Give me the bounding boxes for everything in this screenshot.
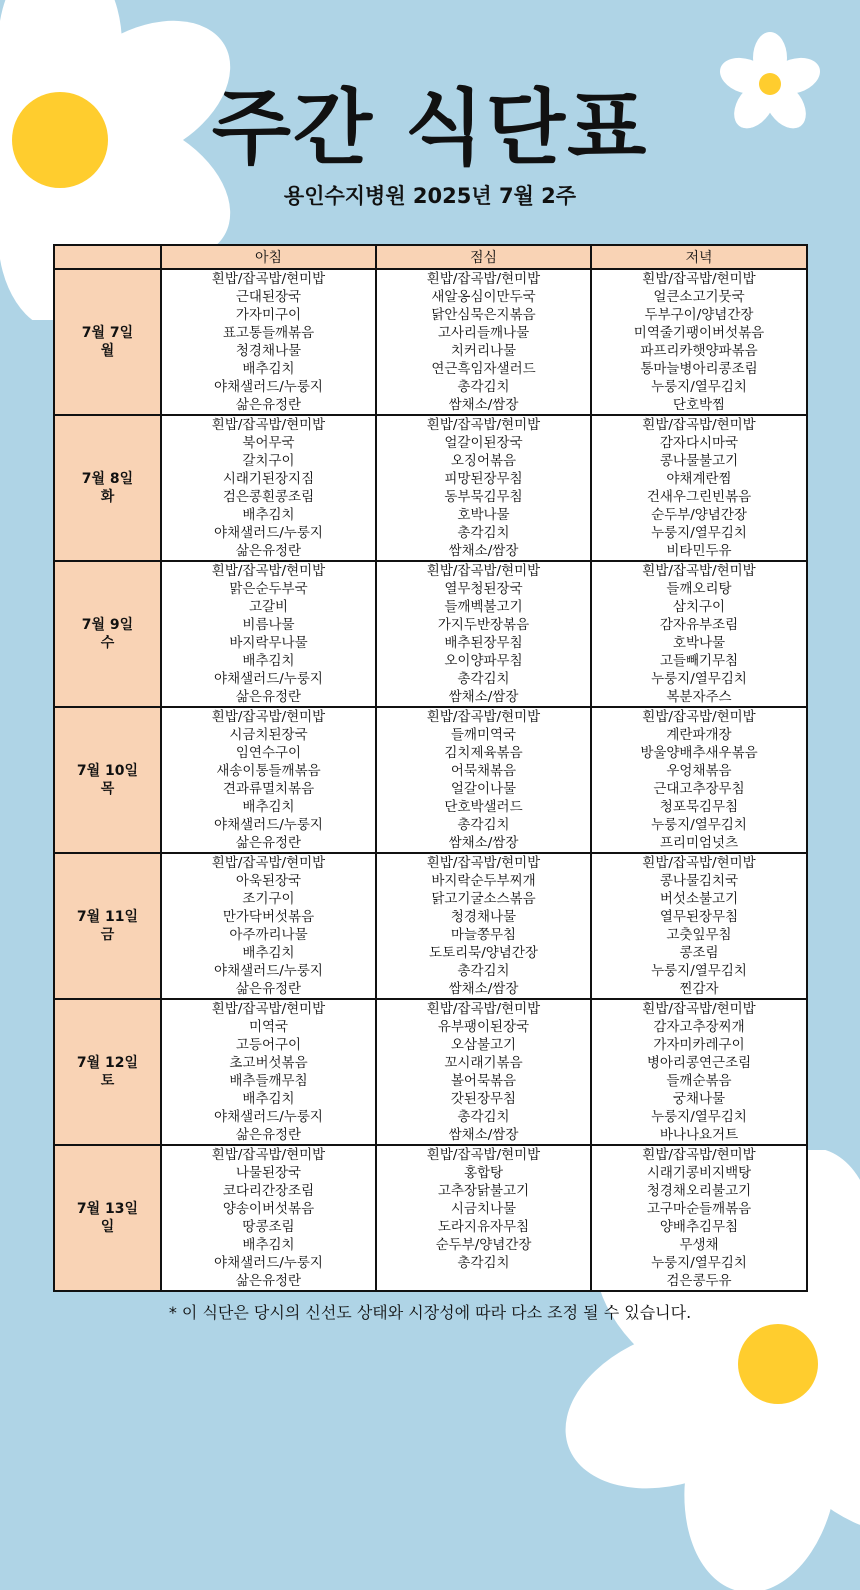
menu-body [54,269,807,1291]
dish-item: 동부묵김무침 [444,489,523,505]
dish-item: 누룽지/열무김치 [651,817,747,833]
dish-item: 삶은유정란 [235,981,302,997]
dish-item: 배추들깨무침 [229,1073,308,1089]
dish-item: 배추김치 [242,361,295,377]
day-cell [54,269,161,415]
dish-item [377,1272,590,1290]
dinner-cell [591,415,807,561]
dish-item: 시래기콩비지백탕 [646,1165,752,1181]
dish-item: 쌈채소/쌈장 [448,981,519,997]
dish-item: 나물된장국 [235,1165,302,1181]
table-row [54,561,807,707]
dish-item: 볼어묵볶음 [450,1073,517,1089]
dish-item: 바지락무나물 [229,635,308,651]
dish-item: 닭고기굴소스볶음 [431,891,536,907]
header-dinner: 저녁 [591,245,807,269]
dish-item: 통마늘병아리콩조림 [640,361,758,377]
dish-item: 오징어볶음 [450,453,517,469]
dish-item: 복분자주스 [666,689,732,705]
day-weekday: 목 [100,781,115,797]
dish-item: 쌈채소/쌈장 [448,543,519,559]
dish-item: 고춧잎무침 [666,927,732,943]
dish-item: 야채샐러드/누룽지 [214,817,323,833]
dinner-cell [591,853,807,999]
dish-item: 총각김치 [457,1109,510,1125]
dish-item: 시금치된장국 [229,727,308,743]
dish-item: 감자고추장찌개 [653,1019,745,1035]
dish-item: 콩나물불고기 [659,453,739,469]
dish-item: 순두부/양념간장 [651,507,747,523]
dish-item: 무생채 [679,1237,719,1253]
dish-item: 양송이버섯볶음 [222,1201,315,1217]
dish-item: 들깨순볶음 [666,1073,732,1089]
dish-item: 배추김치 [242,1237,295,1253]
dish-item: 배추김치 [242,507,295,523]
dish-item: 누룽지/열무김치 [651,1109,747,1125]
dish-item: 바나나요거트 [659,1127,739,1143]
dinner-cell [591,707,807,853]
dish-item: 야채샐러드/누룽지 [214,1255,323,1271]
page-title: 주간 식단표 [211,81,649,176]
dish-item: 검은콩흰콩조림 [222,489,315,505]
dinner-cell [591,561,807,707]
dish-item: 표고통들깨볶음 [222,325,315,341]
dish-item: 삼치구이 [672,599,726,615]
dish-item: 흰밥/잡곡밥/현미밥 [211,855,326,871]
dish-item: 감자유부조림 [659,617,739,633]
dish-item: 배추김치 [242,799,295,815]
lunch-cell [376,1145,591,1291]
breakfast-cell [161,853,376,999]
dish-item: 흰밥/잡곡밥/현미밥 [426,1147,541,1163]
dish-item: 흰밥/잡곡밥/현미밥 [426,1001,541,1017]
dish-item: 시래기된장지짐 [222,471,315,487]
dish-item: 누룽지/열무김치 [651,963,747,979]
dish-item: 프리미엄넛츠 [659,835,739,851]
dish-item: 삶은유정란 [235,397,302,413]
dish-item: 도라지유자무침 [437,1219,530,1235]
dish-item: 열무청된장국 [444,581,523,597]
breakfast-cell [161,999,376,1145]
lunch-cell [376,415,591,561]
dish-item: 도토리묵/양념간장 [429,945,538,961]
day-date: 7월 9일 [81,617,134,633]
day-date: 7월 13일 [76,1201,139,1217]
day-cell [54,1145,161,1291]
dish-item: 흰밥/잡곡밥/현미밥 [426,855,541,871]
dish-item: 누룽지/열무김치 [651,379,747,395]
dish-item: 쌈채소/쌈장 [448,689,519,705]
header-breakfast: 아침 [161,245,376,269]
dish-item: 순두부/양념간장 [435,1237,532,1253]
dish-item: 흰밥/잡곡밥/현미밥 [426,271,541,287]
lunch-cell [376,707,591,853]
dish-item: 건새우그린빈볶음 [646,489,752,505]
dish-item: 총각김치 [457,963,510,979]
dish-item: 흰밥/잡곡밥/현미밥 [211,563,326,579]
dish-item: 총각김치 [457,379,510,395]
dish-item: 흰밥/잡곡밥/현미밥 [211,1001,326,1017]
header-corner [54,245,161,269]
dish-item: 흰밥/잡곡밥/현미밥 [642,417,756,433]
lunch-cell [376,561,591,707]
dish-item: 마늘쫑무침 [450,927,517,943]
dish-item: 들깨미역국 [450,727,517,743]
dish-item: 콩나물김치국 [659,873,739,889]
dish-item: 검은콩두유 [666,1273,732,1289]
dish-item: 초고버섯볶음 [229,1055,308,1071]
dish-item: 쌈채소/쌈장 [448,1127,519,1143]
dish-item: 흰밥/잡곡밥/현미밥 [211,1147,326,1163]
weekly-menu-table [53,244,808,1292]
day-cell [54,707,161,853]
day-weekday: 일 [100,1219,115,1235]
dish-item: 흰밥/잡곡밥/현미밥 [642,709,756,725]
dish-item: 조기구이 [242,891,295,907]
dish-item: 병아리콩연근조림 [646,1055,752,1071]
dish-item: 흰밥/잡곡밥/현미밥 [642,1147,756,1163]
dish-item: 고구마순들깨볶음 [646,1201,752,1217]
dish-item: 감자다시마국 [659,435,739,451]
dish-item: 궁채나물 [672,1091,726,1107]
breakfast-cell [161,415,376,561]
dish-item: 호박나물 [457,507,510,523]
dish-item: 양배추김무침 [659,1219,739,1235]
breakfast-cell [161,561,376,707]
dish-item: 근대된장국 [235,289,302,305]
dish-item: 미역국 [248,1019,289,1035]
dish-item: 고등어구이 [235,1037,302,1053]
dish-item: 연근흑임자샐러드 [431,361,536,377]
day-weekday: 금 [100,927,115,943]
dish-item: 쌈채소/쌈장 [448,835,519,851]
dish-item: 얼갈이나물 [450,781,517,797]
dish-item: 삶은유정란 [235,543,302,559]
lunch-cell [376,853,591,999]
dish-item: 단호박샐러드 [444,799,523,815]
dish-item: 미역줄기팽이버섯볶음 [633,325,765,341]
dish-item: 고추장닭불고기 [437,1183,530,1199]
dish-item: 견과류멸치볶음 [222,781,315,797]
dish-item: 계란파개장 [666,727,732,743]
lunch-cell [376,269,591,415]
table-row [54,415,807,561]
day-weekday: 토 [100,1073,115,1089]
dish-item: 홍합탕 [463,1165,504,1181]
dish-item: 흰밥/잡곡밥/현미밥 [642,271,756,287]
dish-item: 누룽지/열무김치 [651,671,747,687]
dish-item: 새알옹심이만두국 [431,289,536,305]
table-row [54,269,807,415]
dish-item: 오이양파무침 [444,653,523,669]
dish-item: 배추김치 [242,945,295,961]
dish-item: 맑은순두부국 [229,581,308,597]
header-lunch: 점심 [376,245,591,269]
dish-item: 누룽지/열무김치 [651,525,747,541]
dish-item: 쌈채소/쌈장 [448,397,519,413]
dish-item: 들깨벡불고기 [444,599,523,615]
dish-item: 총각김치 [457,817,510,833]
dish-item: 배추김치 [242,1091,295,1107]
day-cell [54,415,161,561]
dish-item: 청경채나물 [235,343,302,359]
dish-item: 만가닥버섯볶음 [222,909,315,925]
dish-item: 새송이통들깨볶음 [216,763,321,779]
dish-item: 고갈비 [248,599,289,615]
day-weekday: 월 [100,343,115,359]
page-subtitle: 용인수지병원 2025년 7월 2주 [283,184,577,208]
dish-item: 근대고추장무침 [653,781,745,797]
dish-item: 총각김치 [457,671,510,687]
dish-item: 바지락순두부찌개 [431,873,536,889]
dish-item: 김치제육볶음 [444,745,523,761]
lunch-cell [376,999,591,1145]
day-date: 7월 7일 [81,325,134,341]
dish-item: 흰밥/잡곡밥/현미밥 [211,271,326,287]
dish-item: 고들빼기무침 [659,653,739,669]
dish-item: 어묵채볶음 [450,763,517,779]
day-weekday: 화 [100,489,115,505]
dish-item: 들깨오리탕 [666,581,732,597]
dish-item: 배추김치 [242,653,295,669]
dish-item: 흰밥/잡곡밥/현미밥 [211,709,326,725]
dish-item: 삶은유정란 [235,689,302,705]
footnote: * 이 식단은 당시의 신선도 상태와 시장성에 따라 다소 조정 될 수 있습니다. [168,1303,692,1322]
dish-item: 삶은유정란 [235,1273,302,1289]
dish-item: 코다리간장조림 [222,1183,315,1199]
dish-item: 방울양배추새우볶음 [640,745,758,761]
table-row [54,999,807,1145]
dish-item: 흰밥/잡곡밥/현미밥 [642,563,756,579]
dish-item: 치커리나물 [450,343,517,359]
header-row [54,245,807,269]
day-cell [54,999,161,1145]
breakfast-cell [161,269,376,415]
dish-item: 총각김치 [457,525,510,541]
dish-item: 야채샐러드/누룽지 [214,963,323,979]
dish-item: 찐감자 [679,981,719,997]
day-date: 7월 12일 [76,1055,139,1071]
table-row [54,853,807,999]
dish-item: 흰밥/잡곡밥/현미밥 [426,709,541,725]
dish-item: 가자미카레구이 [653,1037,745,1053]
dish-item: 얼갈이된장국 [444,435,523,451]
dish-item: 야채샐러드/누룽지 [214,379,323,395]
dish-item: 총각김치 [457,1255,510,1271]
dish-item: 삶은유정란 [235,835,302,851]
dish-item: 열무된장무침 [659,909,739,925]
dish-item: 흰밥/잡곡밥/현미밥 [642,1001,756,1017]
dish-item: 고사리들깨나물 [437,325,530,341]
dish-item: 북어무국 [242,435,295,451]
breakfast-cell [161,1145,376,1291]
dish-item: 오삼불고기 [450,1037,517,1053]
dish-item: 배추된장무침 [444,635,523,651]
dish-item: 야채계란찜 [666,471,732,487]
dish-item: 청경채오리불고기 [646,1183,752,1199]
dish-item: 가자미구이 [235,307,302,323]
breakfast-cell [161,707,376,853]
dish-item: 흰밥/잡곡밥/현미밥 [211,417,326,433]
day-date: 7월 11일 [76,909,139,925]
dish-item: 땅콩조림 [242,1219,295,1235]
dish-item: 청포묵김무침 [659,799,739,815]
dish-item: 야채샐러드/누룽지 [214,671,323,687]
dish-item: 유부팽이된장국 [437,1019,530,1035]
day-cell [54,853,161,999]
dish-item: 흰밥/잡곡밥/현미밥 [426,563,541,579]
dish-item: 비름나물 [242,617,295,633]
dish-item: 단호박찜 [672,397,726,413]
dish-item: 피망된장무침 [444,471,523,487]
dish-item: 얼큰소고기뭇국 [653,289,745,305]
dish-item: 파프리카햇양파볶음 [640,343,758,359]
dish-item: 호박나물 [672,635,726,651]
dish-item: 야채샐러드/누룽지 [214,1109,323,1125]
dish-item: 흰밥/잡곡밥/현미밥 [426,417,541,433]
day-date: 7월 8일 [81,471,134,487]
dish-item: 시금치나물 [450,1201,517,1217]
dish-item: 누룽지/열무김치 [651,1255,747,1271]
dinner-cell [591,999,807,1145]
dish-item: 꼬시래기볶음 [444,1055,523,1071]
dish-item: 닭안심묵은지볶음 [431,307,536,323]
dish-item: 아욱된장국 [235,873,302,889]
dish-item: 임연수구이 [235,745,302,761]
table-row [54,707,807,853]
dinner-cell [591,1145,807,1291]
day-date: 7월 10일 [76,763,139,779]
dish-item: 갓된장무침 [450,1091,517,1107]
day-cell [54,561,161,707]
dish-item: 야채샐러드/누룽지 [214,525,323,541]
dish-item: 비타민두유 [666,543,732,559]
dish-item: 콩조림 [679,945,719,961]
table-row [54,1145,807,1291]
day-weekday: 수 [100,635,115,651]
dinner-cell [591,269,807,415]
dish-item: 삶은유정란 [235,1127,302,1143]
dish-item: 갈치구이 [242,453,295,469]
dish-item: 두부구이/양념간장 [644,307,754,323]
dish-item: 가지두반장볶음 [437,617,530,633]
dish-item: 버섯소불고기 [659,891,739,907]
dish-item: 청경채나물 [450,909,517,925]
dish-item: 우엉채볶음 [666,763,732,779]
dish-item: 흰밥/잡곡밥/현미밥 [642,855,756,871]
dish-item: 아주까리나물 [229,927,308,943]
